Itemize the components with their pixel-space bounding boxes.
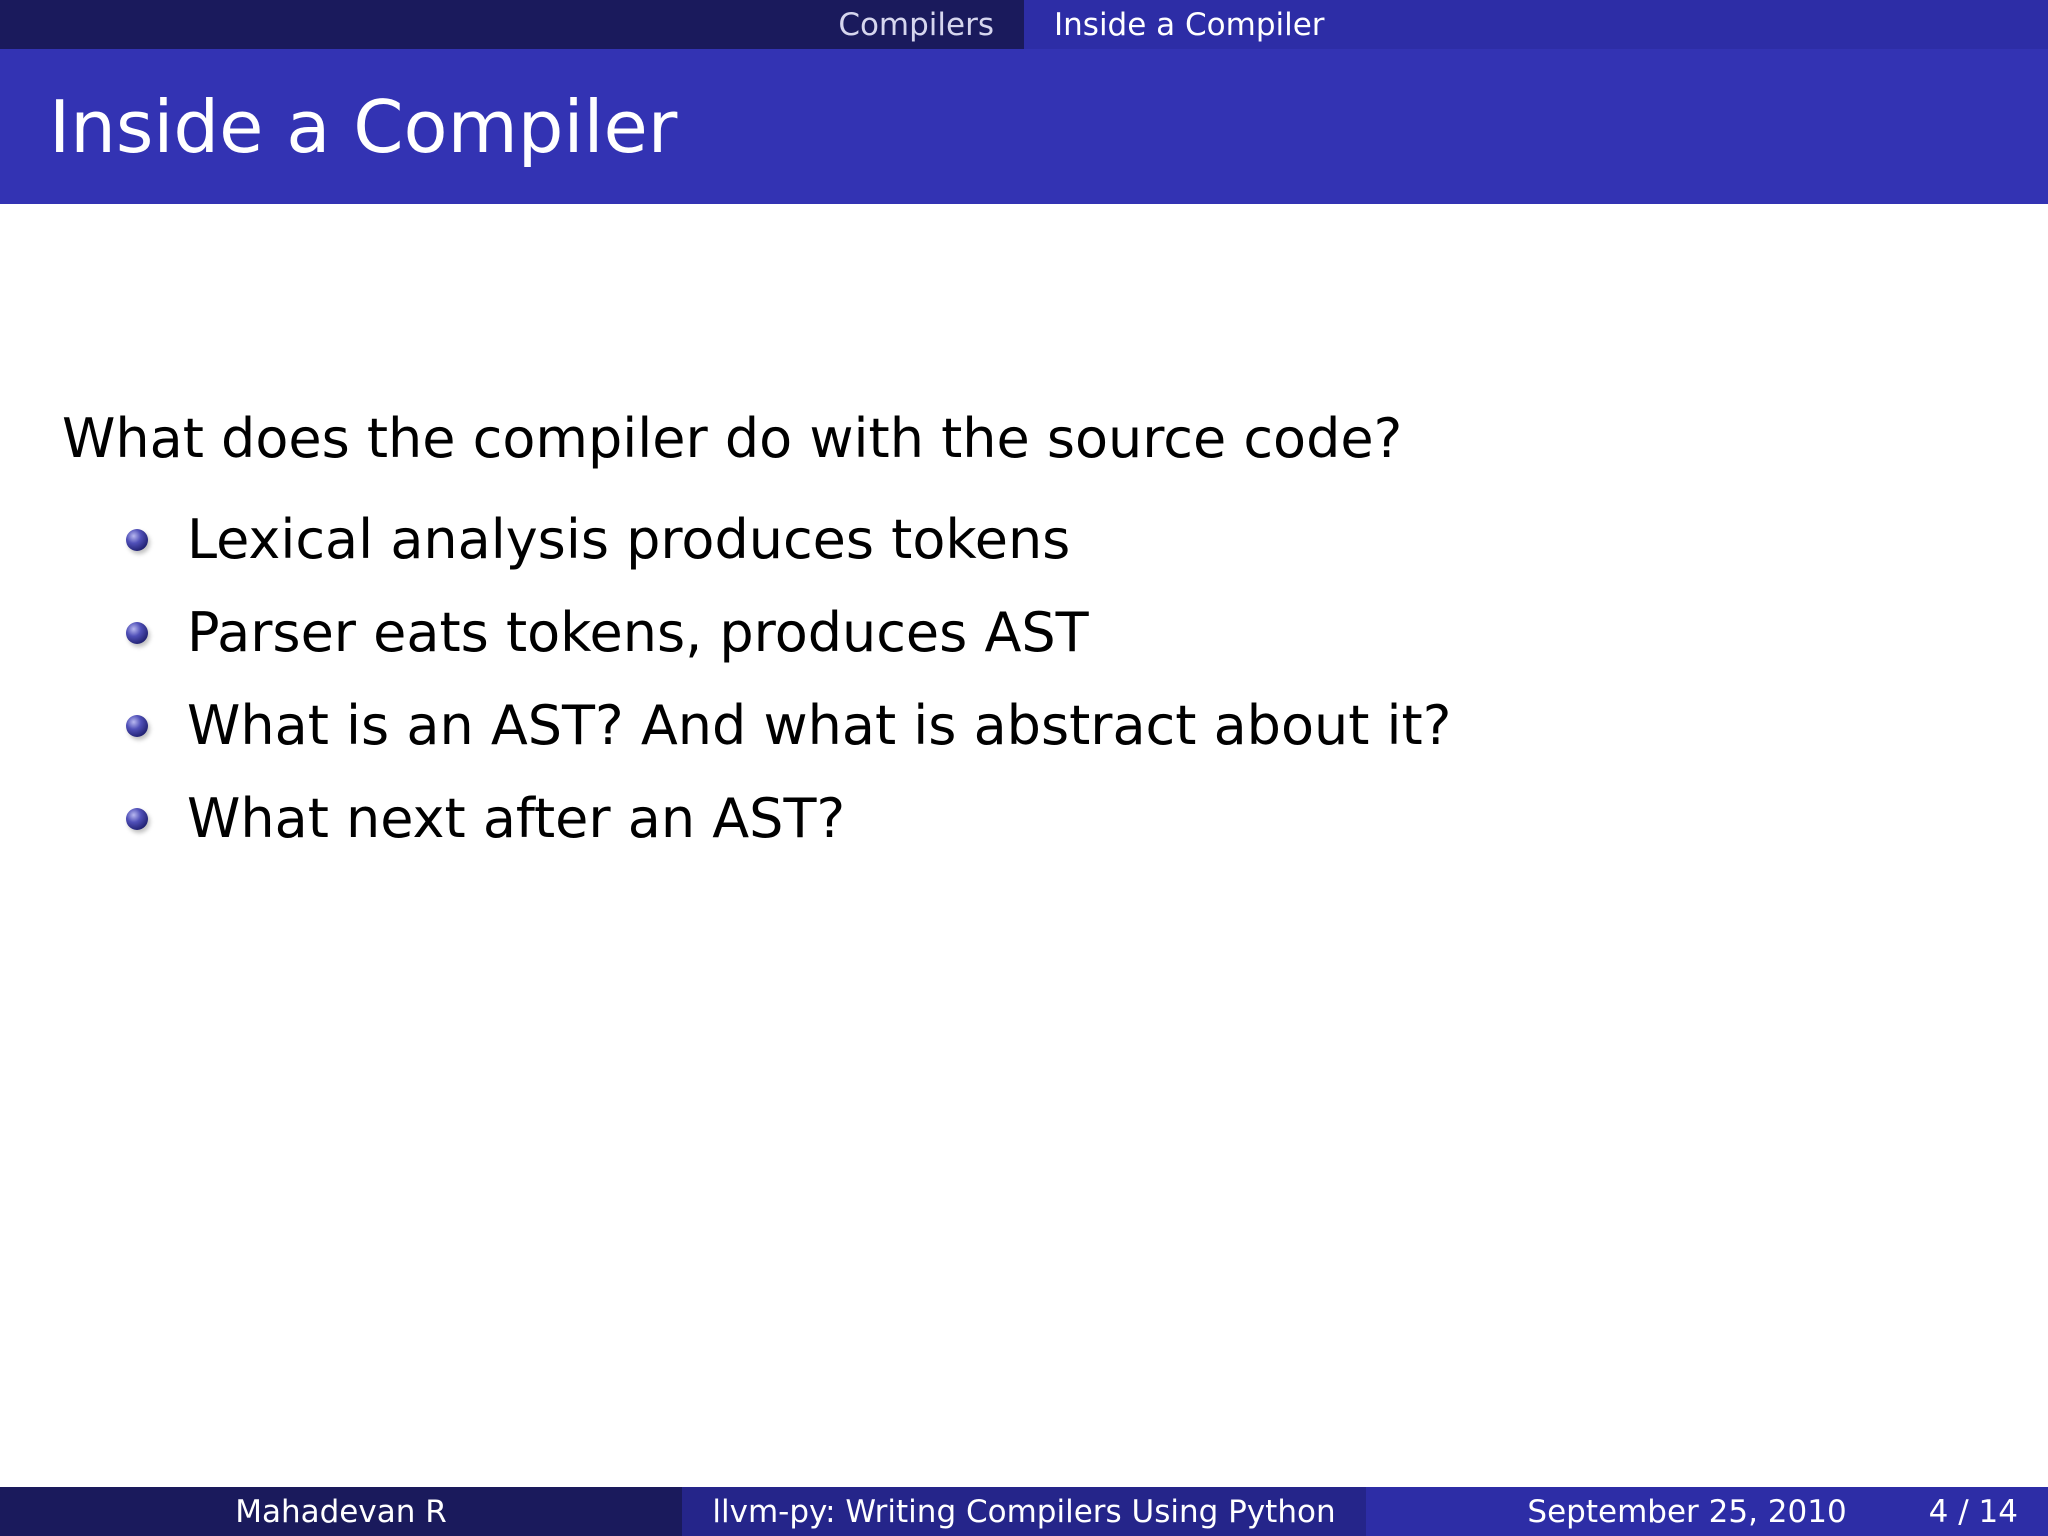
bullet-item (62, 772, 1962, 865)
bullet-text: Lexical analysis produces tokens (187, 508, 1071, 571)
frame-title: Inside a Compiler (49, 84, 678, 169)
frame-title-bar (0, 49, 2048, 204)
nav-subsection-inside-a-compiler[interactable]: Inside a Compiler (1054, 6, 1325, 43)
footer-right-panel (1366, 1487, 2048, 1536)
bullet-list (62, 493, 1962, 865)
nav-right-panel (1024, 0, 2048, 49)
footer-author: Mahadevan R (0, 1487, 682, 1536)
navigation-bar (0, 0, 2048, 49)
bullet-text: What is an AST? And what is abstract about it? (187, 694, 1452, 757)
footer-page-number: 4 / 14 (1928, 1493, 2018, 1530)
bullet-ball-icon (126, 529, 148, 551)
bullet-text: Parser eats tokens, produces AST (187, 601, 1089, 664)
bullet-text: What next after an AST? (187, 787, 846, 850)
footer-bar (0, 1487, 2048, 1536)
bullet-ball-icon (126, 715, 148, 737)
slide-content (62, 400, 1962, 865)
nav-left-panel (0, 0, 1024, 49)
nav-section-compilers[interactable]: Compilers (838, 6, 994, 43)
bullet-item (62, 679, 1962, 772)
bullet-item (62, 493, 1962, 586)
bullet-item (62, 586, 1962, 679)
footer-presentation-title: llvm-py: Writing Compilers Using Python (682, 1487, 1366, 1536)
footer-date: September 25, 2010 (1527, 1493, 1847, 1530)
bullet-ball-icon (126, 622, 148, 644)
bullet-ball-icon (126, 808, 148, 830)
intro-question: What does the compiler do with the source code? (62, 407, 1403, 470)
